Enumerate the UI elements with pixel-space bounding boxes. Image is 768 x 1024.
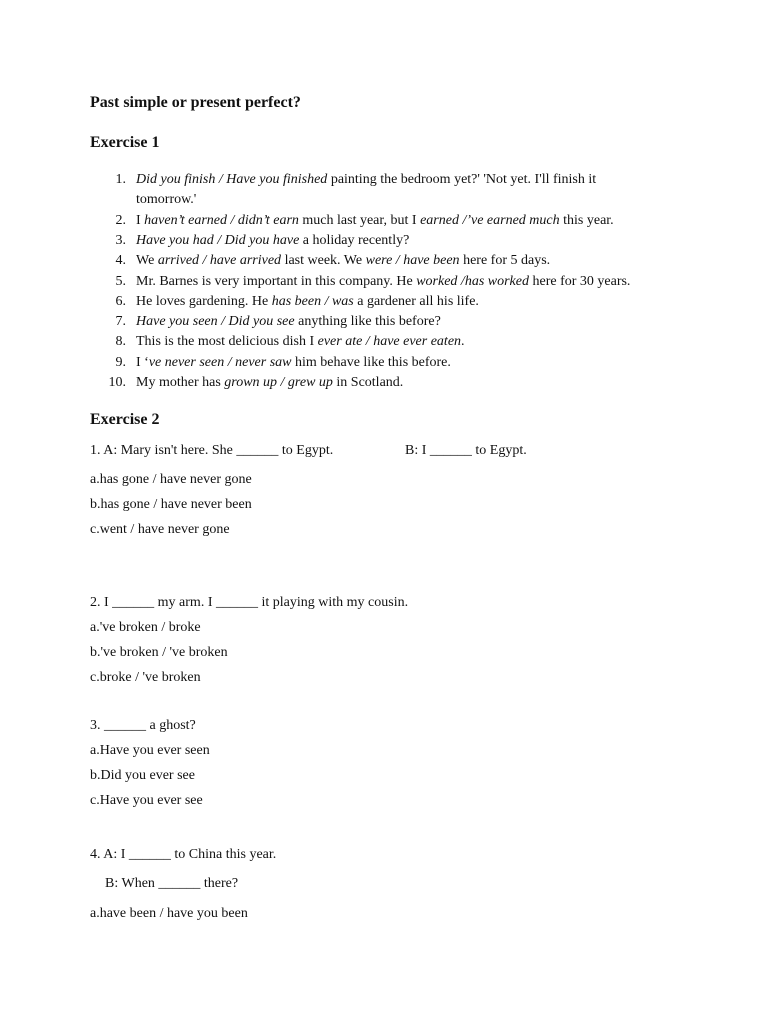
item-number: 2. (115, 212, 126, 228)
item-text-segment: I (136, 212, 145, 228)
answer-choice: grown up / grew up (224, 375, 333, 390)
item-text-segment: anything like this before? (294, 314, 441, 330)
answer-choice: worked /has worked (416, 273, 529, 289)
item-text (136, 231, 409, 252)
item-text-segment: painting the bedroom yet?' 'Not yet. I'll finish it (327, 172, 597, 187)
item-text-segment: here for 5 days. (459, 253, 551, 269)
item-text (136, 211, 614, 232)
answer-choice: Have you seen / Did you see (136, 314, 295, 330)
answer-choice: has been / was (271, 293, 354, 309)
item-text-segment: much last year, but I (298, 212, 421, 228)
q1-option-c: c.went / have never gone (90, 522, 230, 537)
q3-option-b: b.Did you ever see (90, 768, 195, 783)
item-text-segment: here for 30 years. (528, 273, 631, 289)
q1-question-b: B: I ______ to Egypt. (405, 443, 527, 458)
item-text (136, 170, 596, 191)
q3-option-c: c.Have you ever see (90, 793, 203, 808)
item-number: 7. (115, 314, 126, 330)
q3-option-a: a.Have you ever seen (90, 743, 210, 758)
answer-choice: earned /’ve earned much (420, 212, 560, 228)
q2-option-c: c.broke / 've broken (90, 670, 201, 685)
q3-question: 3. ______ a ghost? (90, 718, 196, 733)
page-title: Past simple or present perfect? (90, 94, 301, 111)
item-text-continuation: tomorrow.' (136, 192, 197, 208)
item-number: 10. (108, 375, 126, 390)
q4-question-b: B: When ______ there? (105, 876, 239, 891)
item-text-segment: a holiday recently? (299, 232, 410, 248)
item-number: 9. (115, 354, 126, 370)
answer-choice: were / have been (365, 253, 460, 269)
item-text-segment: I ‘ (136, 354, 149, 370)
item-text-segment: This is the most delicious dish I (136, 334, 318, 350)
exercise-2-heading: Exercise 2 (90, 411, 160, 428)
item-text-segment: . (461, 334, 465, 350)
item-text (136, 251, 550, 272)
exercise-1-heading: Exercise 1 (90, 134, 160, 151)
item-number: 1. (115, 172, 126, 187)
item-text (136, 312, 441, 333)
q4-question-a: 4. A: I ______ to China this year. (90, 847, 277, 862)
item-text-segment: Mr. Barnes is very important in this company. He (136, 273, 417, 289)
item-text-segment: last week. We (281, 253, 366, 269)
item-number: 8. (115, 334, 126, 350)
answer-choice: Did you finish / Have you finished (136, 172, 328, 187)
item-text (136, 292, 479, 313)
item-text-segment: He loves gardening. He (136, 293, 272, 309)
item-text-segment: this year. (559, 212, 614, 228)
item-text-segment: My mother has (136, 375, 225, 390)
item-text (136, 332, 465, 353)
item-number: 6. (115, 293, 126, 309)
answer-choice: Have you had / Did you have (136, 232, 300, 248)
q4-option-a: a.have been / have you been (90, 906, 248, 921)
answer-choice: haven’t earned / didn’t earn (144, 212, 299, 228)
answer-choice: ever ate / have ever eaten (317, 334, 462, 350)
item-text (136, 272, 630, 293)
q1-question-a: 1. A: Mary isn't here. She ______ to Egypt. (90, 443, 334, 458)
q1-option-a: a.has gone / have never gone (90, 472, 252, 487)
item-text (136, 353, 451, 374)
item-text-segment: him behave like this before. (291, 354, 451, 370)
item-text (136, 373, 403, 394)
q2-option-a: a.'ve broken / broke (90, 620, 201, 635)
item-number: 3. (115, 232, 126, 248)
item-text-segment: We (136, 253, 158, 269)
item-number: 4. (115, 253, 126, 269)
q1-option-b: b.has gone / have never been (90, 497, 252, 512)
item-text-segment: a gardener all his life. (353, 293, 479, 309)
q2-question: 2. I ______ my arm. I ______ it playing with my cousin. (90, 595, 409, 610)
item-number: 5. (115, 273, 126, 289)
item-text-segment: in Scotland. (332, 375, 404, 390)
answer-choice: arrived / have arrived (157, 253, 282, 269)
q2-option-b: b.'ve broken / 've broken (90, 645, 228, 660)
answer-choice: ve never seen / never saw (148, 354, 292, 370)
